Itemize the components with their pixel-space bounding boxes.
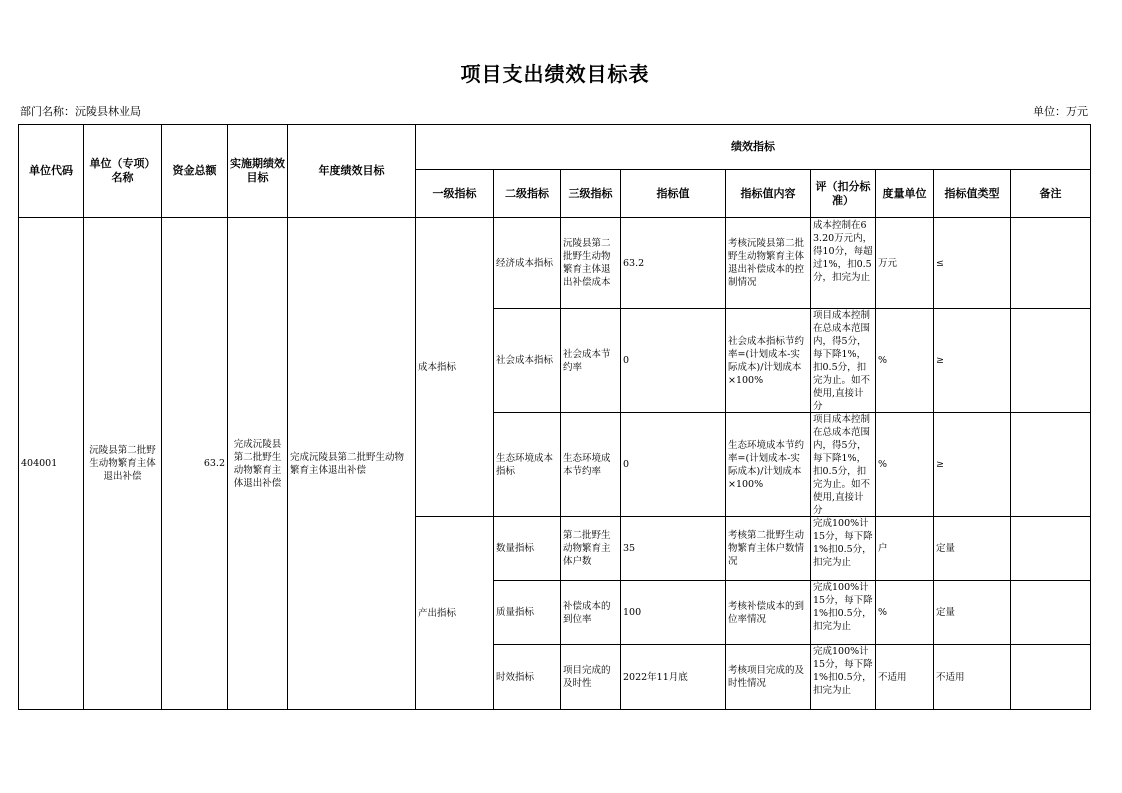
header-level2: 二级指标 (494, 170, 561, 218)
cell-level3: 生态环境成本节约率 (561, 413, 621, 517)
cell-value: 100 (621, 581, 726, 645)
cell-value-type: ≥ (934, 413, 1011, 517)
cell-value-type: ≥ (934, 309, 1011, 413)
cell-remark (1011, 309, 1091, 413)
scoring-text: 成本控制在63.20万元内，得10分，每超过1%，扣0.5分，扣完为止 (813, 219, 873, 283)
cell-content: 社会成本指标节约率=(计划成本-实际成本)/计划成本×100% (726, 309, 811, 413)
cell-level3: 沅陵县第二批野生动物繁育主体退出补偿成本 (561, 218, 621, 309)
cell-level3: 社会成本节约率 (561, 309, 621, 413)
header-level3: 三级指标 (561, 170, 621, 218)
cell-annual-goal: 完成沅陵县第二批野生动物繁育主体退出补偿 (288, 218, 416, 710)
cell-value: 2022年11月底 (621, 645, 726, 710)
cell-level3: 第二批野生动物繁育主体户数 (561, 517, 621, 581)
cell-content: 考核项目完成的及时性情况 (726, 645, 811, 710)
cell-value-type: ≤ (934, 218, 1011, 309)
page-title: 项目支出绩效目标表 (460, 62, 650, 86)
cell-unit-name: 沅陵县第二批野生动物繁育主体退出补偿 (84, 218, 162, 710)
scoring-text: 完成100%计15分，每下降1%扣0.5分，扣完为止 (813, 582, 873, 632)
cell-remark (1011, 413, 1091, 517)
cell-value: 35 (621, 517, 726, 581)
cell-measure-unit: 不适用 (876, 645, 934, 710)
cell-value: 63.2 (621, 218, 726, 309)
cell-scoring (811, 413, 876, 517)
cell-content: 考核补偿成本的到位率情况 (726, 581, 811, 645)
header-perf-indicators: 绩效指标 (416, 125, 1091, 170)
cell-period-goal: 完成沅陵县第二批野生动物繁育主体退出补偿 (228, 218, 288, 710)
header-value: 指标值 (621, 170, 726, 218)
header-annual-goal: 年度绩效目标 (288, 125, 416, 218)
cell-scoring (811, 309, 876, 413)
header-remark: 备注 (1011, 170, 1091, 218)
cell-measure-unit: % (876, 309, 934, 413)
cell-scoring (811, 517, 876, 581)
cell-value: 0 (621, 413, 726, 517)
cell-remark (1011, 645, 1091, 710)
cell-measure-unit: 户 (876, 517, 934, 581)
cell-content: 考核第二批野生动物繁育主体户数情况 (726, 517, 811, 581)
cell-measure-unit: 万元 (876, 218, 934, 309)
header-period-goal: 实施期绩效目标 (228, 125, 288, 218)
cell-level2: 质量指标 (494, 581, 561, 645)
table-row (19, 218, 1091, 309)
header-total-funds: 资金总额 (162, 125, 228, 218)
cell-value-type: 不适用 (934, 645, 1011, 710)
header-measure-unit: 度量单位 (876, 170, 934, 218)
header-scoring: 评（扣分标准） (811, 170, 876, 218)
header-value-type: 指标值类型 (934, 170, 1011, 218)
scoring-text: 项目成本控制在总成本范围内，得5分，每下降1%，扣0.5分，扣完为止。如不使用,直接计分 (813, 310, 871, 412)
header-unit-name: 单位（专项）名称 (84, 125, 162, 218)
header-level1: 一级指标 (416, 170, 494, 218)
scoring-text: 项目成本控制在总成本范围内，得5分，每下降1%，扣0.5分，扣完为止。如不使用,直接计分 (813, 414, 871, 516)
cell-value: 0 (621, 309, 726, 413)
cell-remark (1011, 517, 1091, 581)
cell-level2: 社会成本指标 (494, 309, 561, 413)
cell-content: 生态环境成本节约率=(计划成本-实际成本)/计划成本×100% (726, 413, 811, 517)
cell-scoring (811, 218, 876, 309)
cell-level2: 数量指标 (494, 517, 561, 581)
currency-unit: 单位：万元 (1033, 105, 1088, 118)
cell-value-type: 定量 (934, 581, 1011, 645)
department-name: 部门名称：沅陵县林业局 (20, 105, 141, 118)
cell-level2: 生态环境成本指标 (494, 413, 561, 517)
cell-level2: 时效指标 (494, 645, 561, 710)
cell-level1: 产出指标 (416, 517, 494, 710)
cell-level2: 经济成本指标 (494, 218, 561, 309)
cell-scoring (811, 645, 876, 710)
header-content: 指标值内容 (726, 170, 811, 218)
performance-target-table (18, 124, 1091, 710)
cell-measure-unit: % (876, 581, 934, 645)
cell-value-type: 定量 (934, 517, 1011, 581)
cell-level1: 成本指标 (416, 218, 494, 517)
cell-level3: 补偿成本的到位率 (561, 581, 621, 645)
cell-level3: 项目完成的及时性 (561, 645, 621, 710)
cell-remark (1011, 581, 1091, 645)
cell-content: 考核沅陵县第二批野生动物繁育主体退出补偿成本的控制情况 (726, 218, 811, 309)
cell-measure-unit: % (876, 413, 934, 517)
cell-scoring (811, 581, 876, 645)
scoring-text: 完成100%计15分，每下降1%扣0.5分，扣完为止 (813, 518, 873, 568)
header-unit-code: 单位代码 (19, 125, 84, 218)
cell-remark (1011, 218, 1091, 309)
cell-total-funds: 63.2 (162, 218, 228, 710)
scoring-text: 完成100%计15分，每下降1%扣0.5分，扣完为止 (813, 646, 873, 696)
cell-unit-code: 404001 (19, 218, 84, 710)
